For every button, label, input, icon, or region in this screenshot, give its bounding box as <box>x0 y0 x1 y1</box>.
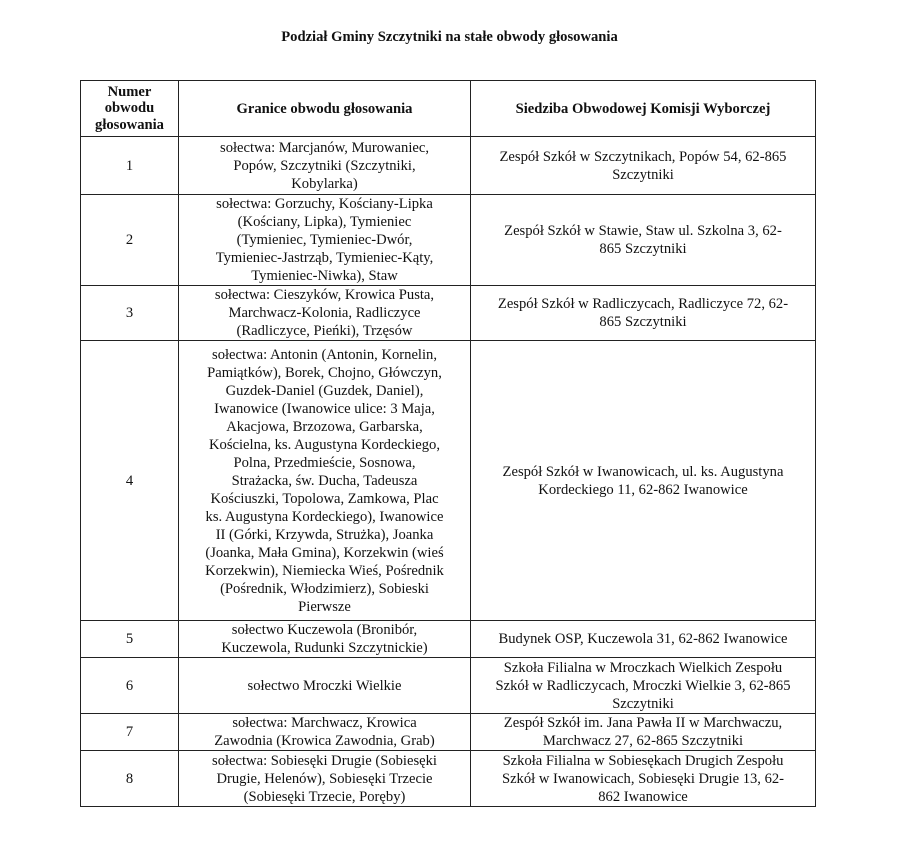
seat-line: Szkół w Iwanowicach, Sobiesęki Drugie 13, 62- <box>501 770 785 787</box>
district-boundaries <box>179 658 471 714</box>
commission-seat <box>471 195 816 286</box>
boundary-line: Kościuszki, Topolowa, Zamkowa, Plac <box>210 490 439 507</box>
boundary-line: ks. Augustyna Kordeckiego), Iwanowice <box>205 508 444 525</box>
district-number: 5 <box>81 621 179 658</box>
seat-line: Szkół w Radliczycach, Mroczki Wielkie 3, 62-865 <box>495 677 791 694</box>
boundary-line: Pamiątków), Borek, Chojno, Główczyn, <box>207 364 442 381</box>
boundary-line: (Kościany, Lipka), Tymieniec <box>237 214 412 230</box>
header-boundaries: Granice obwodu głosowania <box>179 81 471 137</box>
district-number: 8 <box>81 751 179 807</box>
table-row <box>81 621 816 658</box>
header-number-line: obwodu <box>104 100 155 117</box>
boundary-line: (Radliczyce, Pieńki), Trzęsów <box>236 323 413 339</box>
header-commission-seat: Siedziba Obwodowej Komisji Wyborczej <box>471 81 816 137</box>
seat-line: Budynek OSP, Kuczewola 31, 62-862 Iwanowice <box>498 631 788 647</box>
boundary-line: sołectwa: Marchwacz, Krowica <box>232 715 417 731</box>
district-number: 2 <box>81 195 179 286</box>
district-boundaries <box>179 621 471 658</box>
boundary-line: Kościelna, ks. Augustyna Kordeckiego, <box>208 436 441 453</box>
seat-line: Zespół Szkół w Radliczycach, Radliczyce 72, 62- <box>497 296 789 312</box>
table-header-row <box>81 81 816 137</box>
boundary-line: sołectwa: Antonin (Antonin, Kornelin, <box>212 346 437 363</box>
boundary-line: Tymieniec-Niwka), Staw <box>251 268 398 284</box>
seat-line: Zespół Szkół im. Jana Pawła II w Marchwaczu, <box>503 715 783 731</box>
boundary-line: Akacjowa, Brzozowa, Garbarska, <box>226 418 423 435</box>
boundary-line: Strażacka, św. Ducha, Tadeusza <box>231 472 418 489</box>
table-row <box>81 137 816 195</box>
district-boundaries <box>179 341 471 621</box>
district-boundaries <box>179 751 471 807</box>
header-number-line: głosowania <box>95 116 164 133</box>
district-number: 1 <box>81 137 179 195</box>
boundary-line: sołectwo Kuczewola (Bronibór, <box>231 622 418 638</box>
boundary-line: (Tymieniec, Tymieniec-Dwór, <box>236 232 413 248</box>
district-boundaries <box>179 195 471 286</box>
boundary-line: Korzekwin), Niemiecka Wieś, Pośrednik <box>205 562 444 579</box>
district-number: 3 <box>81 286 179 341</box>
boundary-line: sołectwa: Cieszyków, Krowica Pusta, <box>214 287 435 303</box>
boundary-line: Zawodnia (Krowica Zawodnia, Grab) <box>214 733 435 749</box>
boundary-line: Kobylarka) <box>291 175 358 192</box>
voting-districts-table <box>80 80 816 807</box>
seat-line: 865 Szczytniki <box>599 241 687 257</box>
boundary-line: Tymieniec-Jastrząb, Tymieniec-Kąty, <box>215 250 434 266</box>
commission-seat <box>471 286 816 341</box>
district-number: 6 <box>81 658 179 714</box>
seat-line: Szczytniki <box>612 695 674 712</box>
seat-line: Zespół Szkół w Szczytnikach, Popów 54, 62-865 <box>499 148 787 165</box>
boundary-line: sołectwo Mroczki Wielkie <box>247 677 402 694</box>
commission-seat <box>471 658 816 714</box>
boundary-line: (Pośrednik, Włodzimierz), Sobieski <box>220 580 429 597</box>
district-number: 7 <box>81 714 179 751</box>
commission-seat <box>471 751 816 807</box>
header-district-number <box>81 81 179 137</box>
table-row <box>81 751 816 807</box>
boundary-line: sołectwa: Marcjanów, Murowaniec, <box>220 139 429 156</box>
seat-line: Kordeckiego 11, 62-862 Iwanowice <box>538 481 748 498</box>
district-boundaries <box>179 714 471 751</box>
seat-line: 865 Szczytniki <box>599 314 687 330</box>
district-number: 4 <box>81 341 179 621</box>
seat-line: Szkoła Filialna w Mroczkach Wielkich Zespołu <box>503 659 783 676</box>
commission-seat <box>471 341 816 621</box>
seat-line: Zespół Szkół w Iwanowicach, ul. ks. Augustyna <box>502 463 784 480</box>
boundary-line: Popów, Szczytniki (Szczytniki, <box>233 157 416 174</box>
boundary-line: (Sobiesęki Trzecie, Poręby) <box>243 788 406 805</box>
boundary-line: (Joanka, Mała Gmina), Korzekwin (wieś <box>205 544 444 561</box>
boundary-line: Marchwacz-Kolonia, Radliczyce <box>228 305 421 321</box>
boundary-line: Drugie, Helenów), Sobiesęki Trzecie <box>216 770 433 787</box>
boundary-line: II (Górki, Krzywda, Strużka), Joanka <box>215 526 434 543</box>
boundary-line: sołectwa: Sobiesęki Drugie (Sobiesęki <box>212 752 437 769</box>
seat-line: Marchwacz 27, 62-865 Szczytniki <box>542 733 744 749</box>
table-row <box>81 195 816 286</box>
table-row <box>81 658 816 714</box>
commission-seat <box>471 621 816 658</box>
commission-seat <box>471 714 816 751</box>
seat-line: 862 Iwanowice <box>598 788 688 805</box>
table-row <box>81 341 816 621</box>
district-boundaries <box>179 137 471 195</box>
boundary-line: Pierwsze <box>298 598 351 615</box>
boundary-line: Guzdek-Daniel (Guzdek, Daniel), <box>225 382 424 399</box>
header-number-line: Numer <box>107 83 152 100</box>
document-title: Podział Gminy Szczytniki na stałe obwody głosowania <box>281 29 618 45</box>
boundary-line: sołectwa: Gorzuchy, Kościany-Lipka <box>216 196 433 212</box>
table-row <box>81 286 816 341</box>
boundary-line: Polna, Przedmieście, Sosnowa, <box>233 454 416 471</box>
seat-line: Zespół Szkół w Stawie, Staw ul. Szkolna 3, 62- <box>504 223 782 239</box>
seat-line: Szczytniki <box>612 166 674 183</box>
boundary-line: Iwanowice (Iwanowice ulice: 3 Maja, <box>214 400 435 417</box>
district-boundaries <box>179 286 471 341</box>
commission-seat <box>471 137 816 195</box>
seat-line: Szkoła Filialna w Sobiesękach Drugich Zespołu <box>502 752 784 769</box>
table-row <box>81 714 816 751</box>
boundary-line: Kuczewola, Rudunki Szczytnickie) <box>221 640 428 656</box>
